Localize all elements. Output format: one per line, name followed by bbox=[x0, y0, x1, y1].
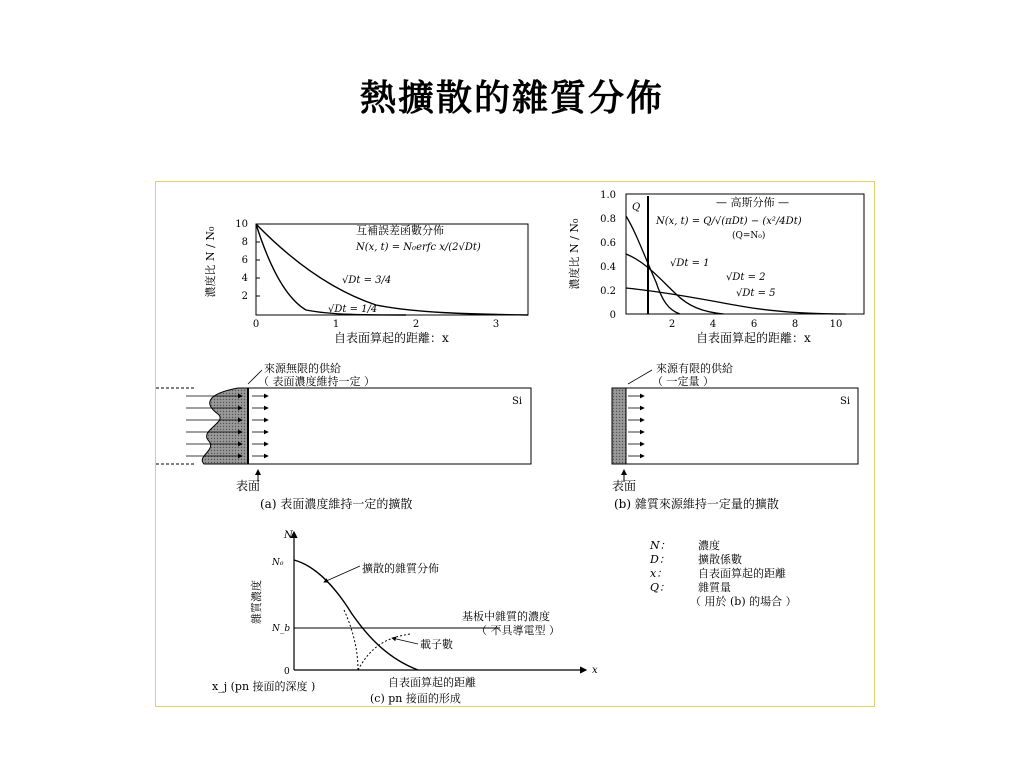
legend-symbol: N： bbox=[650, 539, 671, 552]
legend-symbol: x： bbox=[650, 567, 668, 580]
legend-symbol: Q： bbox=[650, 581, 671, 594]
fig-b-formula: N(x, t) = Q/√(πDt) − (x²/4Dt) bbox=[656, 216, 802, 227]
fig-b-ytick: 0.6 bbox=[600, 238, 616, 249]
diagram-b-pointer bbox=[628, 370, 652, 384]
slide-title: 熱擴散的雜質分佈 bbox=[359, 77, 664, 119]
diagram-a-si-label: Si bbox=[512, 396, 523, 407]
fig-a-curve-1-4 bbox=[256, 224, 406, 315]
fig-b-xtick: 8 bbox=[791, 319, 799, 330]
fig-b-xtick: 6 bbox=[750, 319, 758, 330]
diagram-b-si-box bbox=[612, 388, 858, 464]
fig-c-caption: (c) pn 接面的形成 bbox=[370, 692, 461, 705]
fig-a-xtick: 1 bbox=[332, 319, 340, 330]
fig-c-profile-label: 擴散的雜質分佈 bbox=[362, 562, 439, 575]
fig-c bbox=[212, 530, 598, 705]
symbol-legend bbox=[649, 538, 797, 608]
fig-b-ylabel: 濃度比 N / N₀ bbox=[568, 218, 581, 290]
diagram-b bbox=[612, 361, 858, 511]
diagram-a-si-box bbox=[248, 388, 531, 464]
fig-b-xtick: 2 bbox=[668, 319, 676, 330]
diagram-a-source-region bbox=[202, 388, 248, 464]
diagram-b-caption: (b) 雜質來源維持一定量的擴散 bbox=[614, 497, 779, 511]
fig-b-yticks bbox=[600, 190, 616, 321]
fig-a-xtick: 0 bbox=[252, 319, 260, 330]
fig-c-substrate-line2: （ 不具導電型 ） bbox=[476, 624, 560, 637]
diagram-b-source-line1: 來源有限的供給 bbox=[656, 362, 733, 375]
fig-b-ytick: 0.4 bbox=[600, 262, 616, 273]
fig-a-legend-title: 互補誤差函數分佈 bbox=[356, 224, 444, 237]
fig-a-ytick: 10 bbox=[235, 219, 248, 230]
legend-symbol: D： bbox=[650, 553, 670, 566]
fig-a-xticks bbox=[253, 319, 499, 330]
legend-desc: 自表面算起的距離 bbox=[698, 567, 786, 580]
legend-desc: 濃度 bbox=[698, 539, 720, 552]
diagram-a-surface-label: 表面 bbox=[236, 479, 261, 493]
diagram-a-source-line1: 來源無限的供給 bbox=[264, 362, 341, 375]
fig-c-profile-curve bbox=[294, 560, 418, 670]
fig-a-ylabel: 濃度比 N / N₀ bbox=[204, 226, 217, 298]
diagram-a-source-line2: （ 表面濃度維持一定 ） bbox=[258, 375, 375, 388]
fig-c-xlabel: 自表面算起的距離 bbox=[388, 676, 476, 689]
fig-c-y-axis-label: N bbox=[284, 530, 293, 541]
fig-a-ytick: 8 bbox=[241, 237, 248, 248]
fig-b-xlabel: 自表面算起的距離：x bbox=[696, 331, 811, 345]
fig-b-curve2-label: √Dt = 2 bbox=[726, 272, 766, 283]
fig-c-ylabel: 雜質濃度 bbox=[250, 580, 263, 624]
fig-a-curve2-label: √Dt = 1/4 bbox=[328, 304, 378, 315]
fig-b-formula-note: (Q=N₀) bbox=[732, 231, 766, 241]
diagram-b-source-line2: （ 一定量 ） bbox=[652, 375, 714, 388]
fig-a-curve1-label: √Dt = 3/4 bbox=[342, 275, 392, 286]
fig-b-q-label: Q bbox=[632, 202, 641, 213]
fig-c-substrate-line1: 基板中雜質的濃度 bbox=[462, 610, 550, 623]
diagram-b-arrows bbox=[628, 396, 644, 456]
legend-desc: 雜質量 bbox=[698, 581, 731, 594]
fig-b-legend-title: — 高斯分佈 — bbox=[716, 196, 789, 209]
diagram-a-caption: (a) 表面濃度維持一定的擴散 bbox=[260, 497, 413, 511]
fig-a-formula: N(x, t) = N₀erfc x/(2√Dt) bbox=[356, 242, 481, 253]
diffusion-figure bbox=[156, 182, 876, 708]
fig-c-xj-label: x_j (pn 接面的深度 ) bbox=[212, 680, 316, 693]
diagram-b-surface-label: 表面 bbox=[612, 479, 637, 493]
fig-c-nb-label: N_b bbox=[272, 624, 291, 634]
fig-a-curve-3-4 bbox=[256, 224, 528, 315]
fig-b-ytick: 0 bbox=[609, 310, 616, 321]
legend-desc: 擴散係數 bbox=[698, 553, 742, 566]
fig-a-xlabel: 自表面算起的距離：x bbox=[334, 331, 449, 345]
fig-b-curve3-label: √Dt = 5 bbox=[736, 288, 776, 299]
fig-c-x-axis-label: x bbox=[592, 665, 598, 676]
diagram-a bbox=[156, 361, 531, 511]
fig-c-carrier-label: 載子數 bbox=[420, 638, 453, 651]
fig-b-xtick: 4 bbox=[709, 319, 717, 330]
fig-b-ytick: 1.0 bbox=[600, 190, 616, 201]
fig-a-xtick: 3 bbox=[492, 319, 500, 330]
legend-note: （ 用於 (b) 的場合 ） bbox=[690, 595, 797, 608]
diagram-b-si-label: Si bbox=[840, 396, 851, 407]
fig-c-zero-label: 0 bbox=[284, 667, 290, 677]
fig-b-ytick: 0.2 bbox=[600, 286, 616, 297]
fig-c-carrier-right bbox=[358, 634, 410, 670]
figure-panel bbox=[155, 181, 875, 707]
fig-a-plot bbox=[203, 219, 528, 345]
fig-a-xtick: 2 bbox=[412, 319, 420, 330]
fig-b-xticks bbox=[669, 319, 843, 330]
fig-b-ytick: 0.8 bbox=[600, 214, 616, 225]
diagram-b-source-region bbox=[612, 388, 626, 464]
fig-a-ytick: 4 bbox=[241, 273, 248, 284]
fig-a-ytick: 2 bbox=[241, 291, 248, 302]
fig-a-plot-frame bbox=[256, 224, 528, 315]
fig-b-curve1-label: √Dt = 1 bbox=[670, 258, 710, 269]
fig-a-ytick: 6 bbox=[241, 255, 248, 266]
fig-b-plot bbox=[567, 190, 864, 345]
fig-c-n0-label: N₀ bbox=[272, 558, 284, 568]
fig-b-xtick: 10 bbox=[829, 319, 843, 330]
